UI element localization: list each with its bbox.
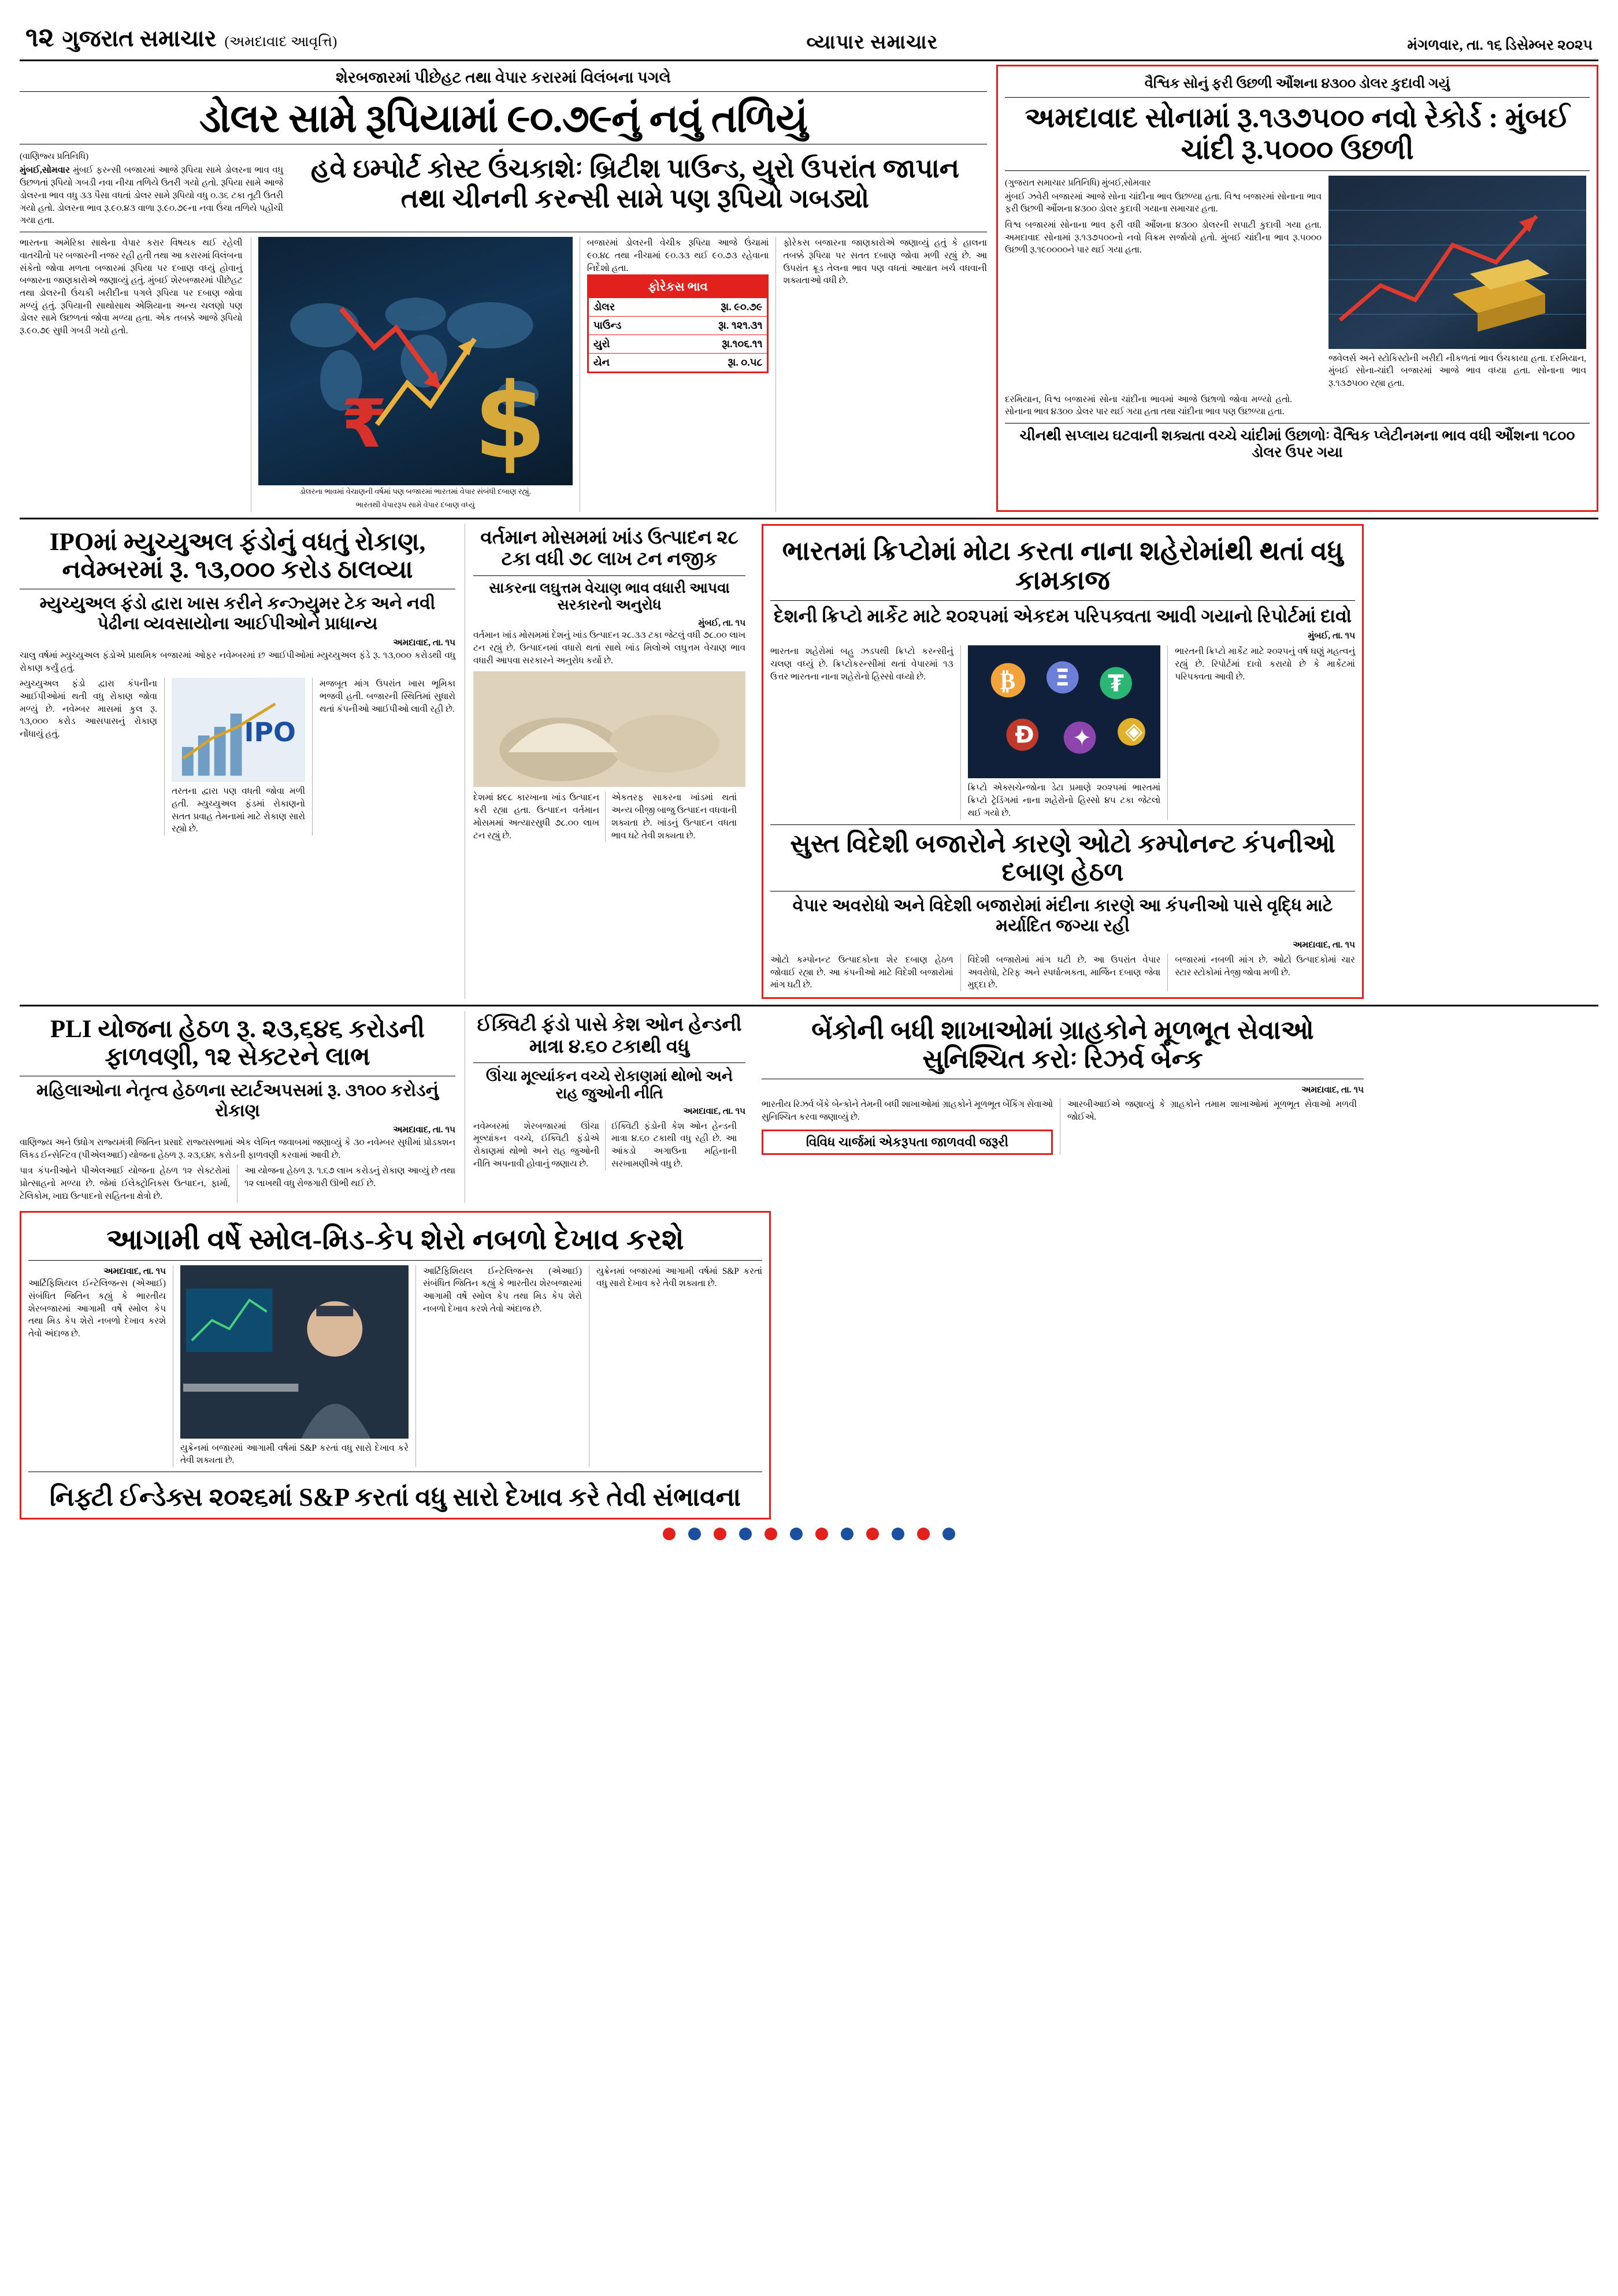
- gold-artwork: [1328, 176, 1586, 390]
- equity-dateline: અમદાવાદ, તા. ૧૫: [683, 1106, 745, 1116]
- smallcap-footer: નિફ્ટી ઈન્ડેક્સ ૨૦૨૬માં S&P કરતાં વધુ સારો દેખાવ કરે તેવી સંભાવના: [49, 1483, 741, 1512]
- forex-table-title: ફોરેકસ ભાવ: [588, 276, 768, 298]
- equity-story: [465, 1011, 754, 1203]
- lead-artwork: [251, 237, 580, 512]
- sugar-headline: વર્તમાન મોસમમાં ખાંડ ઉત્પાદન ૨૮ ટકા વધી ૭૮ લાખ ટન નજીક: [480, 527, 739, 570]
- ipo-headline: IPOમાં મ્યુચ્યુઅલ ફંડોનું વધતું રોકાણ, નવેમ્બરમાં રૂ. ૧૩,૦૦૦ કરોડ ઠાલવ્યા: [49, 528, 426, 584]
- gold-headline: અમદાવાદ સોનામાં રૂ.૧૩૭૫૦૦ નવો રેકોર્ડ : મુંબઈ ચાંદી રૂ.૫૦૦૦ ઉછળી: [1025, 101, 1570, 165]
- svg-text:✦: ✦: [1072, 725, 1092, 752]
- sugar-lead: વર્તમાન ખાંડ મોસમમાં દેશનું ખાંડ ઉત્પાદન ૨૮.૩૩ ટકા જેટલું વધી ૭૮.૦૦ લાખ ટન રહ્યું છે. ઉત્પાદનમાં વધારો થતાં સાથે ખાંડ મિલોએ લઘુત્તમ વેચાણ ભાવ વધારી આપવા સરકારને અનુરોધ કર્યો છે.: [473, 630, 745, 666]
- sugar-subhead: સાકરના લઘુત્તમ વેચાણ ભાવ વધારી આપવા સરકારનો અનુરોધ: [489, 581, 730, 613]
- ipo-artwork: [172, 678, 305, 782]
- pli-col2: આ યોજના હેઠળ રૂ. ૧.૬૭ લાખ કરોડનું રોકાણ આવ્યું છે તથા ૧૨ લાખથી વધુ રોજગારી ઊભી થઈ છે.: [244, 1166, 455, 1189]
- sugar-col2: એકતરફ સાકરના ખાંડમાં થતાં અન્ય બીજી બાજુ ઉત્પાદન વધવાની શક્યતા છે. ખાંડનું ઉત્પાદન વધતા ભાવ ઘટે તેવી શક્યતા છે.: [611, 793, 737, 841]
- crypto-dateline: મુંબઈ, તા. ૧૫: [1308, 630, 1355, 641]
- lead-col2: બજારમાં ડોલરની વેચીક રૂપિયા આજે ઉંચામાં ૯૦.૪૮ તથા નીચામાં ૯૦.૩૩ થઈ ૯૦.૭૩ રહેવાના નિર્દેશો હતા.: [587, 238, 769, 273]
- top-zone: [20, 65, 1598, 512]
- svg-text:◈: ◈: [1125, 718, 1143, 745]
- forex-currency: યેન: [588, 354, 662, 373]
- rbi-col1: ભારતીય રિઝર્વ બેંકે બેન્કોને તેમની બધી શાખાઓમાં ગ્રાહકોને મૂળભૂત બેંકિંગ સેવાઓ સુનિશ્ચિત કરવા જણાવ્યું છે.: [762, 1099, 1053, 1123]
- lead-byline: (વાણિજ્ય પ્રતિનિધિ): [20, 152, 89, 162]
- rbi-dateline: અમદાવાદ, તા. ૧૫: [1301, 1084, 1364, 1095]
- lead-text: મુંબઈ ફરન્સી બજારમાં આજે રૂપિયા સામે ડોલરના ભાવ વધુ ઉછળતાં રૂપિયો ગબડી નવા નીચા તળિયે ઉતરી ગયો હતો. રૂપિયા સામે આજે ડોલરના ભાવ વધુ ૩૩ પૈસા વધતાં ડોલર સામે રૂપિયો વધુ ૦.૩૬ ટકા તૂટી ઉતરી ગયો હતો. ડોલરના ભાવ રૂ.૯૦.૪૩ વાળા રૂ.૯૦.૭૯ના નવા ઉંચા તળિયે પહોંચી ગયા હતા.: [20, 165, 284, 226]
- pli-story: [20, 1011, 465, 1203]
- sugar-sack-icon: [473, 671, 745, 787]
- crypto-artwork: [968, 645, 1161, 778]
- pli-zone: [20, 1011, 1598, 1203]
- edition-label: (અમદાવાદ આવૃત્તિ): [224, 34, 337, 50]
- gold-bars-chart-icon: [1328, 176, 1586, 349]
- forex-value: રૂા.૧૦૬.૧૧: [662, 335, 768, 354]
- crypto-story: [762, 524, 1364, 999]
- lead-story: [20, 65, 996, 512]
- sugar-artwork: [473, 671, 745, 787]
- rbi-story: [762, 1011, 1364, 1203]
- auto-headline: સુસ્ત વિદેશી બજારોને કારણે ઓટો કમ્પોનન્ટ કંપનીઓ દબાણ હેઠળ: [790, 829, 1335, 886]
- smallcap-col2: યુક્રેનમાં બજારમાં આગામી વર્ષમાં S&P કરતાં વધુ સારો દેખાવ કરે તેવી શક્યતા છે.: [180, 1443, 409, 1466]
- masthead: [20, 0, 1598, 61]
- equity-col2: ઈક્વિટી ફંડોની કેશ ઓન હેન્ડની માત્રા ૪.૬૦ ટકાથી વધુ રહી છે. આ આંકડો અગાઉના મહિનાની સરખામણીએ વધુ છે.: [611, 1121, 737, 1169]
- gold-text: મુંબઈ ઝવેરી બજારમાં આજે સોના ચાંદીના ભાવ ઉછળ્યા હતા. વિશ્વ બજારમાં સોનાના ભાવ ફરી ઉછળી ઔંશના ૪૩૦૦ ડોલર કુદાવી ગયાના સમાચાર હતા.: [1005, 191, 1322, 214]
- ipo-col1: મ્યુચ્યુઅલ ફંડો દ્વારા કંપનીના આઈપીઓમાં થતી વધુ રોકાણ જોવા મળ્યું છે. નવેમ્બર માસમાં કુલ રૂ. ૧૩,૦૦૦ કરોડ આસપાસનું રોકાણ નોંધાયું હતું.: [20, 679, 157, 740]
- gold-col3: દરમિયાન, વિશ્વ બજારમાં સોના ચાંદીના ભાવમાં આજે ઉછાળો જોવા મળ્યો હતો. સોનાના ભાવ ૪૩૦૦ ડોલર પાર થઈ ગયા હતા તથા ચાંદીના ભાવ પણ ઉછળ્યા હતા.: [1005, 394, 1292, 417]
- smallcap-headline: આગામી વર્ષે સ્મોલ-મિડ-કેપ શેરો નબળો દેખાવ કરશે: [106, 1223, 684, 1255]
- gold-bar-icon: [1453, 259, 1549, 332]
- ipo-story: [20, 524, 465, 999]
- dollar-symbol-icon: $: [473, 361, 547, 483]
- auto-subhead: વેપાર અવરોધો અને વિદેશી બજારોમાં મંદીના કારણે આ કંપનીઓ પાસે વૃદ્ધિ માટે મર્યાદિત જગ્યા રહી: [792, 896, 1333, 935]
- forex-value: રૂા. ૦.૫૮: [662, 354, 768, 373]
- gold-story: [996, 65, 1598, 512]
- page-number: ૧૨: [25, 23, 54, 52]
- world-map-icon: [258, 237, 573, 485]
- sugar-dateline: મુંબઈ, તા. ૧૫: [698, 618, 745, 628]
- forex-value: રૂા. ૯૦.૭૯: [662, 298, 768, 317]
- lead-headline: ડોલર સામે રૂપિયામાં ૯૦.૭૯નું નવું તળિયું: [199, 96, 807, 141]
- rbi-headline: બેંકોની બધી શાખાઓમાં ગ્રાહકોને મૂળભૂત સેવાઓ સુનિશ્ચિત કરોઃ રિઝર્વ બેન્ક: [811, 1015, 1314, 1074]
- equity-headline: ઈક્વિટી ફંડો પાસે કેશ ઓન હેન્ડની માત્રા ૪.૬૦ ટકાથી વધુ: [477, 1014, 742, 1057]
- crypto-col3: ભારતની ક્રિપ્ટો માર્કેટ માટે ૨૦૨૫નું વર્ષ ઘણું મહત્વનું રહ્યું છે. રિપોર્ટમાં દાવો કરાયો છે કે માર્કેટમાં પરિપક્વતા આવી છે.: [1175, 647, 1355, 682]
- masthead-left: [25, 22, 337, 54]
- ipo-graph-icon: [172, 678, 305, 782]
- crypto-col1: ભારતના શહેરોમાં બહુ ઝડપથી ક્રિપ્ટો કરન્સીનું ચલણ વધ્યું છે. ક્રિપ્ટોકરન્સીમાં થતાં વેપારમાં ૧૩ ઉત્તર ભારતના નાના શહેરોનો હિસ્સો વધ્યો છે.: [770, 647, 953, 682]
- paper-name: ગુજરાત સમાચાર: [62, 25, 217, 51]
- crypto-col2: ક્રિપ્ટો એક્સચેન્જોના ડેટા પ્રમાણે ૨૦૨૫માં ભારતમાં ક્રિપ્ટો ટ્રેડિંગમાં નાના શહેરોનો હિસ્સો ૪૫ ટકા જેટલો થઈ ગયો છે.: [967, 783, 1161, 818]
- forex-rate-table: [587, 274, 769, 373]
- svg-text:IPO: IPO: [244, 716, 296, 748]
- forex-currency: યુરો: [588, 335, 662, 354]
- equity-col1: નવેમ્બરમાં શેરબજારમાં ઊંચા મૂલ્યાંકન વચ્ચે, ઈક્વિટી ફંડોએ રોકાણમાં થોભો અને રાહ જુઓની નીતિ અપનાવી હોવાનું જણાય છે.: [473, 1121, 599, 1169]
- decorative-dot-rule: [20, 1519, 1598, 1544]
- forex-currency: પાઉન્ડ: [588, 317, 662, 335]
- lead-col3: ફોરેકસ બજારના જાણકારોએ જણાવ્યું હતું કે હાલના તબક્કે રૂપિયા પર સતત દબાણ જોવા મળી રહ્યું છે. આ ઉપરાંત ક્રૂડ તેલના ભાવ પણ વધતાં આયાત ખર્ચ વધવાની શક્યતાઓ વધી છે.: [783, 238, 987, 286]
- smallcap-col1: આર્ટિફિશિયલ ઈન્ટેલિજન્સ (એઆઈ) સંબંધિત જિતિન કહ્યું કે ભારતીય શેરબજારમાં આગામી વર્ષે સ્મોલ કેપ તથા મિડ કેપ શેરો નબળો દેખાવ કરશે તેવો અંદાજ છે.: [28, 1279, 166, 1339]
- gold-byline: (ગુજરાત સમાચાર પ્રતિનિધિ) મુંબઈ,સોમવાર: [1005, 178, 1151, 188]
- ipo-col2: તરતના દ્વારા પણ વધતી જોવા મળી હતી. મ્યુચ્યુઅલ ફંડમાં રોકાણનો સતત પ્રવાહ તેમનામાં માટે રોકાણ સારો રહ્યો છે.: [172, 786, 305, 834]
- equity-subhead: ઊંચા મૂલ્યાંકન વચ્ચે રોકાણમાં થોભો અને રાહ જુઓની નીતિ: [485, 1068, 733, 1102]
- svg-text:Ð: Ð: [1015, 722, 1034, 749]
- lead-art-caption-2: ભારતથી વેપારરૂપ સામે વેપાર દબાણ વધ્યું: [355, 500, 475, 509]
- auto-col3: બજારમાં નબળી માંગ છે. ઓટો ઉત્પાદકોમાં ચાર સ્ટાર સ્ટોકોમાં તેજી જોવા મળી છે.: [1175, 954, 1355, 978]
- issue-date: મંગળવાર, તા. ૧૬ ડિસેમ્બર ૨૦૨૫: [1407, 38, 1593, 53]
- smallcap-dateline: અમદાવાદ, તા. ૧૫: [103, 1266, 166, 1276]
- pli-subhead: મહિલાઓના નેતૃત્વ હેઠળના સ્ટાર્ટઅપસમાં રૂ. ૩૧૦૦ કરોડનું રોકાણ: [36, 1081, 439, 1120]
- lead-kicker: શેરબજારમાં પીછેહટ તથા વેપાર કરારમાં વિલંબના પગલે: [336, 69, 671, 86]
- svg-text:₮: ₮: [1107, 670, 1124, 697]
- crypto-headline: ભારતમાં ક્રિપ્ટોમાં મોટા કરતા નાના શહેરોમાંથી થતાં વધુ કામકાજ: [782, 536, 1344, 596]
- rbi-col2: આરબીઆઈએ જણાવ્યું કે ગ્રાહકોને તમામ શાખાઓમાં મૂળભૂત સેવાઓ મળવી જોઈએ.: [1067, 1099, 1357, 1123]
- auto-col1: ઓટો કમ્પોનન્ટ ઉત્પાદકોના શેર દબાણ હેઠળ જોવાઈ રહ્યા છે. આ કંપનીઓ માટે વિદેશી બજારોમાં માંગ ઘટી છે.: [770, 954, 953, 990]
- crypto-subhead: દેશની ક્રિપ્ટો માર્કેટ માટે ૨૦૨૫માં એકદમ પરિપક્વતા આવી ગયાનો રિપોર્ટમાં દાવો: [774, 605, 1352, 626]
- auto-dateline: અમદાવાદ, તા. ૧૫: [1293, 940, 1355, 950]
- smallcap-col3: આર્ટિફિશિયલ ઈન્ટેલિજન્સ (એઆઈ) સંબંધિત જિતિન કહ્યું કે ભારતીય શેરબજારમાં આગામી વર્ષે સ્મોલ કેપ તથા મિડ કેપ શેરો નબળો દેખાવ કરશે તેવો અંદાજ છે.: [423, 1266, 582, 1314]
- smallcap-story: [20, 1211, 771, 1519]
- gold-col2: જવેલર્સ અને સ્ટોકિસ્ટોની ખરીદી નીકળતાં ભાવ ઉંચકાયા હતા. દરમિયાન, મુંબઈ સોના-ચાંદી બજારમાં આજે ભાવ વધ્યા હતા. સોનાના ભાવ રૂ.૧૩૭૫૦૦ રહ્યા હતા.: [1328, 353, 1586, 388]
- lead-dateline: મુંબઈ,સોમવાર: [20, 165, 70, 176]
- lead-col1: ભારતના અમેરિકા સાથેના વેપાર કરાર વિષયક થઈ રહેલી વાતચીતો પર બજારની નજર રહી હતી તથા આ કરારમાં વિલંબના સંકેતો જોવા મળતા બજારમાં રૂપિયા પર દબાણ વધ્યું હોવાનું બજારના જાણકારોએ જણાવ્યું હતું. મુંબઈ શેરબજારમાં પીછેહટ તથા ડોલરની ઉંચકી ખરીદીના પગલે રૂપિયા પર દબાણ જોવા મળ્યું હતું. રૂપિયાની સાથોસાથ એશિયાના અન્ય ચલણો પણ ડોલર સામે ઉછળતાં જોવા મળ્યા હતા. એક તબક્કે આજે રૂપિયો રૂ.૯૦.૭૯ સુધી ગબડી ગયો હતો.: [20, 238, 243, 336]
- lead-subhead: હવે ઇમ્પોર્ટ કોસ્ટ ઉંચકાશેઃ બ્રિટીશ પાઉન્ડ, યુરો ઉપરાંત જાપાન તથા ચીનની કરન્સી સામે પણ રૂપિયો ગબડ્યો: [310, 154, 960, 213]
- rbi-box-title: વિવિધ ચાર્જમાં એકરૂપતા જાળવવી જરૂરી: [806, 1134, 1009, 1149]
- pli-dateline: અમદાવાદ, તા. ૧૫: [393, 1125, 455, 1135]
- svg-text:Ξ: Ξ: [1055, 664, 1070, 692]
- svg-text:₿: ₿: [1000, 668, 1015, 695]
- forex-value: રૂા. ૧૨૧.૩૧: [662, 317, 768, 335]
- crypto-coins-icon: [968, 645, 1161, 778]
- section-title: વ્યાપાર સમાચાર: [806, 32, 938, 53]
- ipo-subhead: મ્યુચ્યુઅલ ફંડો દ્વારા ખાસ કરીને કન્ઝ્યુમર ટેક અને નવી પેઢીના વ્યવસાયોના આઈપીઓને પ્રાધાન્ય: [39, 594, 436, 633]
- gold-col1: વિશ્વ બજારમાં સોનાના ભાવ ફરી વધી ઔંશના ૪૩૦૦ ડોલરની સપાટી કુદાવી ગયા હતા. અમદાવાદ સોનામાં રૂ.૧૩૭૫૦૦નો નવો વિક્રમ સર્જાયો હતો. મુંબઈ ચાંદીના ભાવ રૂ.૫૦૦૦ ઉછળી રૂ.૧૯૦૦૦૦ને પાર થઈ ગયા હતા.: [1005, 220, 1322, 255]
- sugar-col1: દેશમાં ૪૯૮ કારખાના ખાંડ ઉત્પાદન કરી રહ્યા હતા. ઉત્પાદન વર્તમાન મોસમમાં અત્યારસુધી ૭૮.૦૦ લાખ ટન રહ્યું છે.: [473, 793, 599, 841]
- gold-kicker: વૈશ્વિક સોનું ફરી ઉછળી ઔંશના ૪૩૦૦ ડોલર કુદાવી ગયું: [1144, 76, 1450, 91]
- lead-art-caption: ડોલરના ભાવમાં વેચાણની વર્ષમાં પણ બજારમાં ભારતમાં વેપાર સંબંધી દબાણ રહ્યું.: [299, 487, 531, 496]
- ipo-col3: મજબૂત માંગ ઉપરાંત ખાસ ભૂમિકા ભજવી હતી. બજારની સ્થિતિમાં સુધારો થતાં કંપનીઓ આઈપીઓ લાવી રહી છે.: [320, 679, 455, 714]
- auto-col2: વિદેશી બજારોમાં માંગ ઘટી છે. આ ઉપરાંત વેપાર અવરોધો, ટેરિફ અને સ્પર્ધાત્મકતા, માર્જિન દબાણ જેવા મુદ્દા છે.: [967, 954, 1161, 990]
- platinum-headline: ચીનથી સપ્લાય ઘટવાની શક્યતા વચ્ચે ચાંદીમાં ઉછાળોઃ વૈશ્વિક પ્લેટીનમના ભાવ વધી ઔંશના ૧૮૦૦ ડોલર ઉપર ગયા: [1019, 428, 1575, 460]
- sugar-story: [465, 524, 754, 999]
- pli-headline: PLI યોજના હેઠળ રૂ. ૨૩,૬૪૬ કરોડની ફાળવણી, ૧૨ સેક્ટરને લાભ: [50, 1015, 425, 1071]
- middle-zone: [20, 524, 1598, 999]
- rupee-symbol-icon: ₹: [340, 386, 387, 463]
- ipo-dateline: અમદાવાદ, તા. ૧૫: [393, 638, 455, 648]
- pli-col1: પાત્ર કંપનીઓને પીએલઆઈ યોજના હેઠળ ૧૨ સેક્ટરોમાં પ્રોત્સાહનો મળ્યા છે. જેમાં ઈલેક્ટ્રોનિક્સ ઉત્પાદન, ફાર્મા, ટેલિકોમ, ખાદ્ય ઉત્પાદનો સહિતના ક્ષેત્રો છે.: [20, 1166, 230, 1201]
- smallcap-artwork: [180, 1265, 409, 1439]
- ipo-lead: ચાલુ વર્ષમાં મ્યુચ્યુઅલ ફંડોએ પ્રાથમિક બજારમાં ઓફર નવેમ્બરમાં છ આઈપીઓમાં મ્યુચ્યુઅલ ફંડે રૂ. ૧૩,૦૦૦ કરોડથી વધુ રોકાણ કર્યું હતું.: [20, 650, 455, 673]
- smallcap-col4: યુક્રેનમાં બજારમાં આગામી વર્ષમાં S&P કરતાં વધુ સારો દેખાવ કરે તેવી શક્યતા છે.: [596, 1266, 762, 1289]
- forex-currency: ડોલર: [588, 298, 662, 317]
- pli-lead: વાણિજ્ય અને ઉધોગ રાજ્યમંત્રી જિતિન પ્રસાદે રાજ્યસભામાં એક લેખિત જવાબમાં જણાવ્યું કે ૩૦ નવેમ્બર સુધીમાં પ્રોડક્શન લિંક્ડ ઈન્સેન્ટિવ (પીએલઆઈ) યોજના હેઠળ રૂ. ૨૩,૬૪૬ કરોડની ફાળવણી કરવામાં આવી છે.: [20, 1137, 455, 1160]
- stressed-trader-photo-icon: [180, 1265, 409, 1439]
